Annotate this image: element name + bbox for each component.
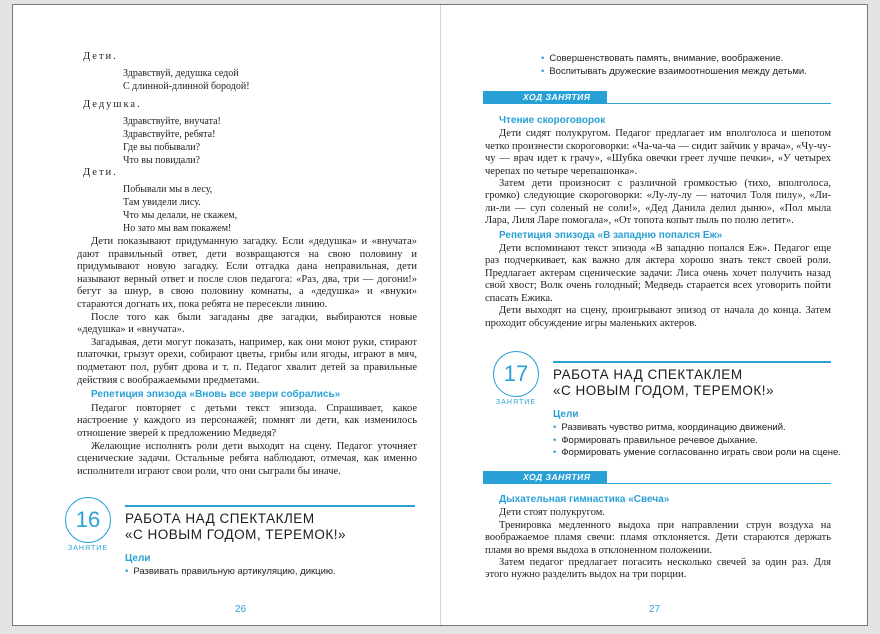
verse-line: Здравствуй, дедушка седой [123,68,239,79]
lesson-number-badge: 17 [493,351,539,397]
lesson-title-line: «С НОВЫМ ГОДОМ, ТЕРЕМОК!» [125,527,346,542]
right-page [441,5,869,625]
goals-list [125,566,336,579]
paragraph: Загадывая, дети могут показать, например, как они моют руки, стирают платочки, грызут орехи, собирают цветы, грибы или ягоды, играют в мяч, подметают пол, рубят дрова и т. п. Педагог хвалит детей за правильные действия с воображаемыми предметами. [77,336,417,386]
lesson-caption: ЗАНЯТИЕ [68,545,108,552]
speaker-label: Дедушка. [83,99,142,110]
verse-line: С длинной-длинной бородой! [123,81,250,92]
verse-block [123,183,237,235]
main-text [77,236,417,478]
lesson-title-line: «С НОВЫМ ГОДОМ, ТЕРЕМОК!» [553,383,774,398]
goal-item: • Развивать правильную артикуляцию, дикцию. [125,566,336,577]
verse-line: Но зато мы вам покажем! [123,223,232,234]
paragraph: Тренировка медленного выдоха при направлении струн воздуха на воображаемое пламя свечи: пламя отклоняется. Дети стараются держать пламя во время выдоха в отклоненном положении. [485,519,831,556]
bullet-icon: • [541,65,545,77]
paragraph: Дети показывают придуманную загадку. Если «дедушка» и «внучата» дают правильный ответ, дети возвращаются на свою половину и придумывают новую загадку. Если отгадка дана неправильная, дети называют верный ответ и после слов педагога: «Раз, два, три — догони!» бегут за шнур, в свою половину комнаты, а «дедушка» и «внуки» стараются догнать их, пока ребята не пересекли линию. [77,236,417,310]
bullet-icon: • [125,566,129,577]
lesson-title-line: РАБОТА НАД СПЕКТАКЛЕМ [125,511,315,526]
procedure-bar: ХОД ЗАНЯТИЯ [483,471,607,484]
episode-heading: Репетиция эпизода «В западню попался Еж» [499,229,723,241]
verse-line: Что вы повидали? [123,155,200,166]
lesson-title [125,511,346,543]
paragraph: Педагог повторяет с детьми текст эпизода. Спрашивает, какое настроение у каждого из персонажей; помнят ли дети, как изменилось отношение зверей к предложению Медведя? [77,402,417,439]
book-spread [12,4,868,626]
goals-label: Цели [125,553,151,564]
paragraph: Дети сидят полукругом. Педагог предлагает им вполголоса и шепотом четко произнести скороговорки: «Ча-ча-ча — сидит зайчик у врача», «Чу-чу-чу — врач идет к грачу», «Шубка овечки греет лучше печки», «У четырех черепах по четыре черепашонка». [485,128,831,177]
episode-heading: Репетиция эпизода «Вновь все звери собрались» [91,389,341,401]
paragraph: Дети стоят полукругом. [499,507,606,519]
bullet-icon: • [553,447,557,458]
goals-label: Цели [553,409,579,420]
verse-block [123,115,221,167]
goal-item: • Формировать умение согласованно играть свои роли на сцене. [553,447,841,458]
paragraph: Дети выходят на сцену, проигрывают эпизод от начала до конца. Затем проходит обсуждение игры маленьких актеров. [485,305,831,329]
reading-heading: Чтение скороговорок [499,115,606,126]
paragraph: Желающие исполнять роли дети выходят на сцену. Педагог уточняет сценические задачи. Остальные ребята наблюдают, отмечая, как именно исполнители играют свои роли, что они сыграли бы иначе. [77,440,417,477]
speaker-label: Дети. [83,167,118,178]
bullet-icon: • [541,53,545,64]
page-number: 26 [235,604,247,615]
procedure-bar-rule [607,103,831,104]
procedure-text [485,113,831,330]
verse-line: Что мы делали, не скажем, [123,210,238,221]
bullet-icon: • [553,422,557,433]
goal-item: • Воспитывать дружеские взаимоотношения между детьми. [541,65,807,77]
goal-item: • Развивать чувство ритма, координацию движений. [553,422,786,433]
left-page [13,5,441,625]
verse-line: Там увидели лису. [123,197,201,208]
verse-block [123,67,250,93]
lesson-title [553,367,774,399]
page-number: 27 [649,604,661,615]
speaker-label: Дети. [83,51,118,62]
goal-item: • Совершенствовать память, внимание, воображение. [541,53,784,64]
procedure-bar: ХОД ЗАНЯТИЯ [483,91,607,104]
lesson-number-badge: 16 [65,497,111,543]
paragraph: После того как были загаданы две загадки, выбираются новые «дедушка» и «внучата». [77,311,417,336]
lesson-title-rule [125,505,415,507]
verse-line: Побывали мы в лесу, [123,184,213,195]
procedure-bar-rule [607,483,831,484]
lesson-caption: ЗАНЯТИЕ [496,399,536,406]
bullet-icon: • [553,434,557,446]
breathing-text [485,492,831,582]
paragraph: Дети вспоминают текст эпизода «В западню попался Еж». Педагог еще раз подчеркивает, как важно для актера хорошо знать текст своей роли. Предлагает актерам сценические задачи: Лиса очень хочет получить назад свой хвост; Волк очень голодный; Медведь старается всех уговорить пойти спасать Ежика. [485,243,831,304]
verse-line: Здравствуйте, внучата! [123,116,221,127]
paragraph: Затем дети произносят с различной громкостью (тихо, вполголоса, громко) следующие скороговорки: «Лу-лу-лу — наточил Толя пилу», «Ли-ли-ли — суп соленый не соли!», «Дед Данила делил дыню», «Пол мыла Лара, Лиля Ларе помогала», «От топота копыт пыль по полю летит». [485,178,831,227]
goal-item: • Формировать правильное речевое дыхание. [553,434,758,446]
breathing-heading: Дыхательная гимнастика «Свеча» [499,494,670,505]
verse-line: Где вы побывали? [123,142,201,153]
goals-list-continued [541,53,807,78]
verse-line: Здравствуйте, ребята! [123,129,216,140]
lesson-title-line: РАБОТА НАД СПЕКТАКЛЕМ [553,367,743,382]
goals-list [553,422,841,460]
lesson-title-rule [553,361,831,363]
paragraph: Затем педагог предлагает погасить несколько свечей за один раз. Для этого нужно разделить выдох на три порции. [485,557,831,581]
